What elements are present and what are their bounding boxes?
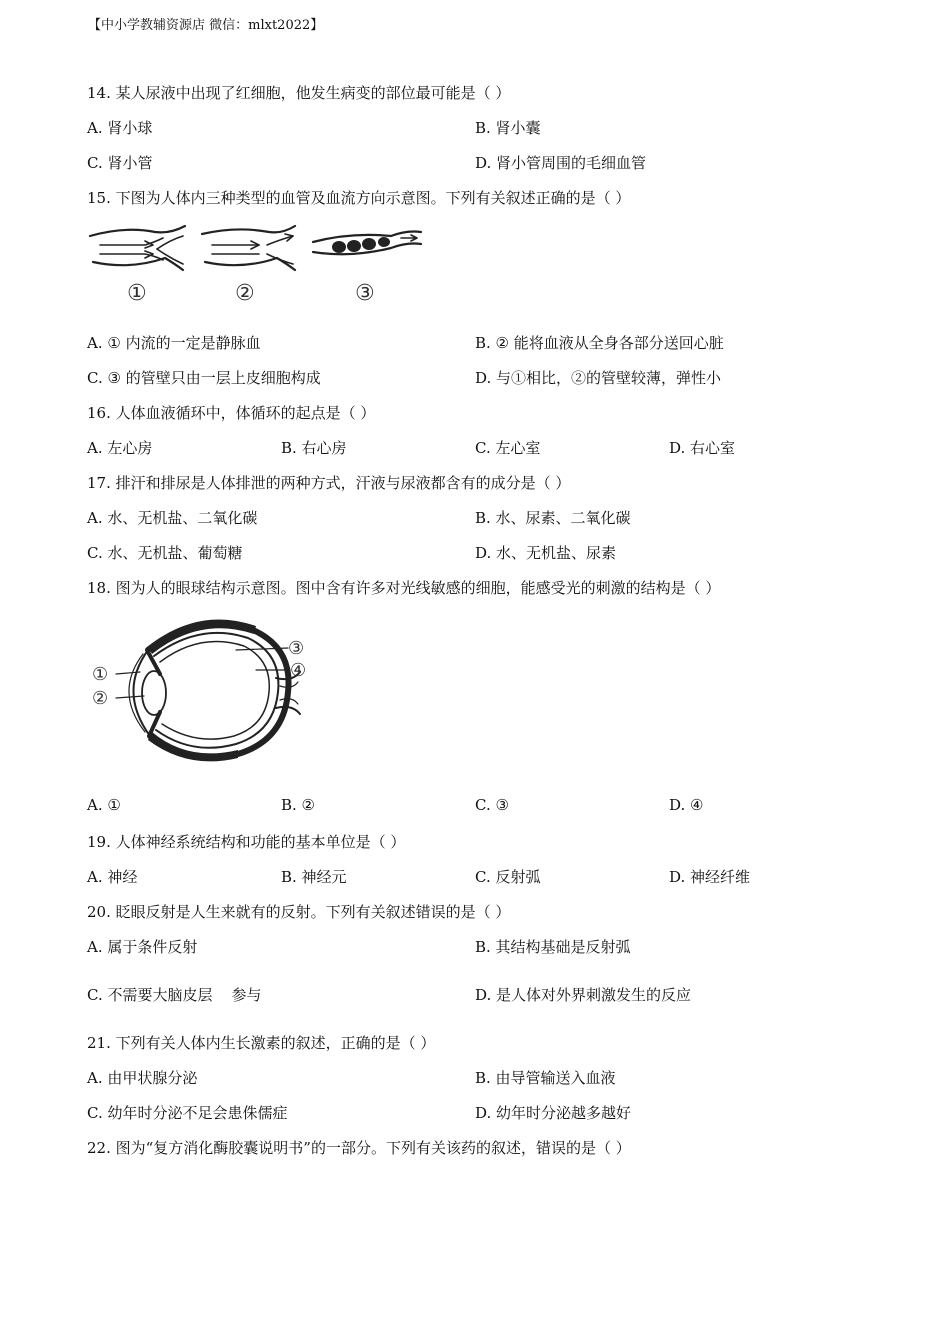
figure-label-3: ③ bbox=[355, 281, 375, 306]
q17-option-c: C. 水、无机盐、葡萄糖 bbox=[87, 544, 243, 562]
q19-option-a: A. 神经 bbox=[87, 868, 138, 886]
q20-option-c: C. 不需要大脑皮层 参与 bbox=[87, 986, 262, 1004]
q19-option-b: B. 神经元 bbox=[281, 868, 347, 886]
question-19: 19. 人体神经系统结构和功能的基本单位是（ ） bbox=[87, 833, 406, 851]
q16-option-a: A. 左心房 bbox=[87, 439, 153, 457]
question-22: 22. 图为“复方消化酶胶囊说明书”的一部分。下列有关该药的叙述，错误的是（ ） bbox=[87, 1139, 631, 1157]
q20-option-b: B. 其结构基础是反射弧 bbox=[475, 938, 631, 956]
eye-label-4: ④ bbox=[290, 660, 307, 681]
q18-option-b: B. ② bbox=[281, 796, 316, 814]
q15-option-d: D. 与①相比，②的管壁较薄，弹性小 bbox=[475, 369, 722, 387]
figure-label-1: ① bbox=[127, 281, 147, 306]
question-16: 16. 人体血液循环中，体循环的起点是（ ） bbox=[87, 404, 376, 422]
q20-option-d: D. 是人体对外界刺激发生的反应 bbox=[475, 986, 692, 1004]
q18-option-d: D. ④ bbox=[669, 796, 704, 814]
q15-option-a: A. ① 内流的一定是静脉血 bbox=[87, 334, 261, 352]
page-header: 【中小学教辅资源店 微信：mlxt2022】 bbox=[88, 18, 324, 33]
q17-option-d: D. 水、无机盐、尿素 bbox=[475, 544, 617, 562]
q17-option-a: A. 水、无机盐、二氧化碳 bbox=[87, 509, 258, 527]
question-20: 20. 眨眼反射是人生来就有的反射。下列有关叙述错误的是（ ） bbox=[87, 903, 511, 921]
q15-option-b: B. ② 能将血液从全身各部分送回心脏 bbox=[475, 334, 724, 352]
eyeball-figure bbox=[88, 612, 318, 767]
q18-option-a: A. ① bbox=[87, 796, 121, 814]
q19-option-c: C. 反射弧 bbox=[475, 868, 541, 886]
q21-option-b: B. 由导管输送入血液 bbox=[475, 1069, 616, 1087]
eye-label-1: ① bbox=[92, 664, 109, 685]
vessel-1-diagram bbox=[90, 226, 185, 270]
question-15: 15. 下图为人体内三种类型的血管及血流方向示意图。下列有关叙述正确的是（ ） bbox=[87, 189, 631, 207]
question-14: 14. 某人尿液中出现了红细胞，他发生病变的部位最可能是（ ） bbox=[87, 84, 511, 102]
q16-option-d: D. 右心室 bbox=[669, 439, 736, 457]
q17-option-b: B. 水、尿素、二氧化碳 bbox=[475, 509, 631, 527]
figure-label-2: ② bbox=[235, 281, 255, 306]
q18-option-c: C. ③ bbox=[475, 796, 509, 814]
vessel-2-diagram bbox=[202, 226, 295, 270]
question-18: 18. 图为人的眼球结构示意图。图中含有许多对光线敏感的细胞，能感受光的刺激的结构是（ ） bbox=[87, 579, 721, 597]
q21-option-c: C. 幼年时分泌不足会患侏儒症 bbox=[87, 1104, 288, 1122]
q21-option-d: D. 幼年时分泌越多越好 bbox=[475, 1104, 632, 1122]
eye-label-3: ③ bbox=[288, 638, 305, 659]
q16-option-b: B. 右心房 bbox=[281, 439, 347, 457]
q14-option-c: C. 肾小管 bbox=[87, 154, 153, 172]
q20-option-a: A. 属于条件反射 bbox=[87, 938, 198, 956]
q14-option-d: D. 肾小管周围的毛细血管 bbox=[475, 154, 647, 172]
blood-vessel-figure bbox=[85, 218, 430, 310]
q21-option-a: A. 由甲状腺分泌 bbox=[87, 1069, 198, 1087]
q14-option-a: A. 肾小球 bbox=[87, 119, 153, 137]
q16-option-c: C. 左心室 bbox=[475, 439, 541, 457]
q19-option-d: D. 神经纤维 bbox=[669, 868, 751, 886]
q14-option-b: B. 肾小囊 bbox=[475, 119, 541, 137]
question-17: 17. 排汗和排尿是人体排泄的两种方式，汗液与尿液都含有的成分是（ ） bbox=[87, 474, 571, 492]
eye-label-2: ② bbox=[92, 688, 109, 709]
q15-option-c: C. ③ 的管壁只由一层上皮细胞构成 bbox=[87, 369, 321, 387]
question-21: 21. 下列有关人体内生长激素的叙述，正确的是（ ） bbox=[87, 1034, 436, 1052]
